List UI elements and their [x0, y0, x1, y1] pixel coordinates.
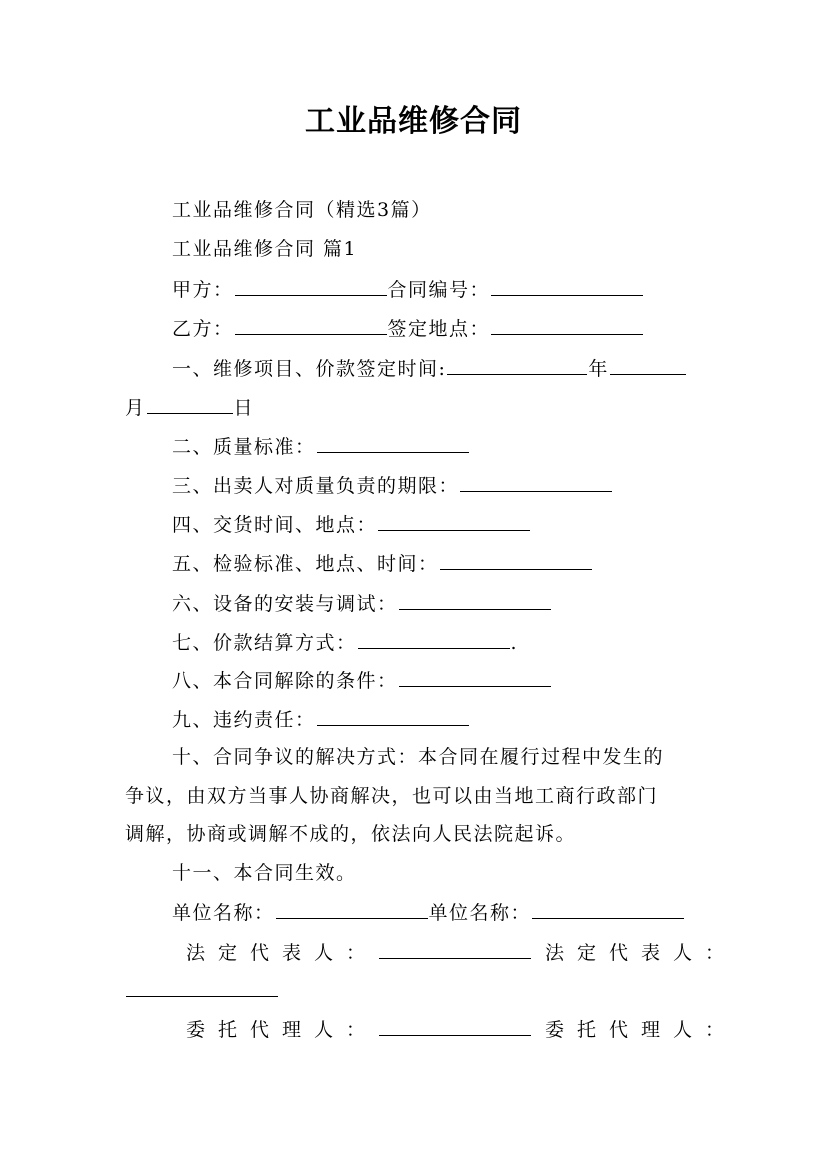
item6-text: 六、设备的安装与调试：: [172, 593, 398, 615]
item9-line: [172, 705, 470, 734]
legal-rep-line: [186, 938, 737, 967]
year-label: 年: [588, 358, 609, 380]
agent-label-1: 委托代理人：: [186, 1019, 379, 1041]
agent-blank-1: [379, 1015, 531, 1036]
party-a-blank: [235, 275, 387, 296]
item7-blank: [358, 628, 510, 649]
section-heading-line: [172, 235, 357, 263]
legal-rep-blank-2: [126, 976, 278, 997]
contract-no-label: 合同编号：: [387, 279, 491, 301]
party-a-line: [172, 275, 644, 304]
unit-name-blank-1: [276, 898, 428, 919]
item11-line: [172, 859, 357, 887]
item10-text-3: 调解，协商或调解不成的，依法向人民法院起诉。: [125, 823, 577, 845]
item4-line: [172, 510, 531, 539]
legal-rep-blank-1: [379, 938, 531, 959]
item8-line: [172, 666, 552, 695]
contract-no-blank: [491, 275, 643, 296]
party-b-line: [172, 314, 644, 343]
item3-line: [172, 471, 613, 500]
legal-rep-label-2: 法定代表人：: [545, 942, 738, 964]
item7-period: .: [510, 632, 519, 654]
item2-blank: [317, 432, 469, 453]
item5-line: [172, 549, 593, 578]
document-title: 工业品维修合同: [305, 104, 522, 139]
unit-name-blank-2: [532, 898, 684, 919]
party-b-label: 乙方：: [172, 318, 234, 340]
legal-rep-cont-line: [125, 976, 279, 1005]
item9-blank: [317, 705, 469, 726]
item4-blank: [378, 510, 530, 531]
item7-text: 七、价款结算方式：: [172, 632, 357, 654]
item3-text: 三、出卖人对质量负责的期限：: [172, 475, 460, 497]
item9-text: 九、违约责任：: [172, 709, 316, 731]
section-heading-text: 工业品维修合同 篇1: [172, 238, 358, 260]
item4-text: 四、交货时间、地点：: [172, 514, 378, 536]
subtitle-text: 工业品维修合同（精选3篇）: [172, 199, 432, 221]
month-blank: [610, 354, 686, 375]
month-label: 月: [125, 397, 146, 419]
item8-text: 八、本合同解除的条件：: [172, 670, 398, 692]
day-label: 日: [233, 397, 255, 419]
legal-rep-label-1: 法定代表人：: [186, 942, 379, 964]
agent-line: [186, 1015, 737, 1044]
item5-text: 五、检验标准、地点、时间：: [172, 553, 439, 575]
sign-time-blank: [447, 354, 587, 375]
subtitle-line: [172, 196, 432, 224]
item5-blank: [440, 549, 592, 570]
agent-label-2: 委托代理人：: [545, 1019, 738, 1041]
sign-place-label: 签定地点：: [387, 318, 491, 340]
unit-name-line: [172, 898, 685, 927]
unit-name-label-2: 单位名称：: [428, 902, 532, 924]
item6-line: [172, 589, 552, 618]
unit-name-label-1: 单位名称：: [172, 902, 275, 924]
item2-text: 二、质量标准：: [172, 436, 316, 458]
item8-blank: [399, 666, 551, 687]
item1-cont-line: [125, 393, 254, 422]
item10-text-2: 争议，由双方当事人协商解决，也可以由当地工商行政部门: [125, 785, 659, 807]
item10-line-1: [172, 743, 664, 771]
item10-line-3: [125, 820, 576, 848]
item1-text: 一、维修项目、价款签定时间:: [172, 358, 447, 380]
item10-line-2: [125, 782, 658, 810]
day-blank: [147, 393, 233, 414]
party-a-label: 甲方：: [172, 279, 234, 301]
item11-text: 十一、本合同生效。: [172, 862, 357, 884]
sign-place-blank: [491, 314, 643, 335]
item1-line: [172, 354, 687, 383]
item2-line: [172, 432, 470, 461]
item3-blank: [460, 471, 612, 492]
item6-blank: [399, 589, 551, 610]
item7-line: [172, 628, 518, 657]
item10-text-1: 十、合同争议的解决方式：本合同在履行过程中发生的: [172, 746, 665, 768]
party-b-blank: [235, 314, 387, 335]
